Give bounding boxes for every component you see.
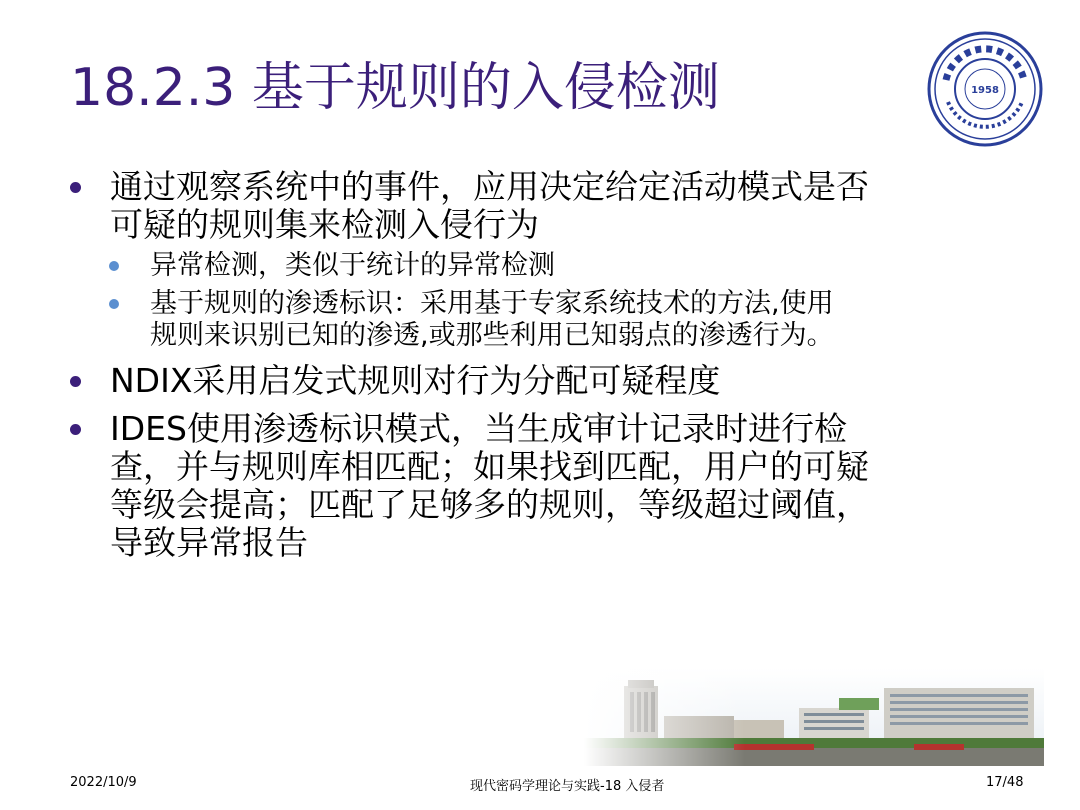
footer-course: 现代密码学理论与实践-18 入侵者: [470, 779, 665, 794]
sub-bullet-2-line-1: 基于规则的渗透标识：采用基于专家系统技术的方法,使用: [150, 288, 834, 319]
university-seal-icon: [926, 30, 1044, 148]
sub-bullet-2: [68, 288, 1028, 352]
logo-year: 1958: [971, 85, 999, 96]
slide-title: 18.2.3 基于规则的入侵检测: [70, 58, 720, 118]
bullet-dot-icon: [70, 424, 81, 435]
bullet-dot-icon: [70, 376, 81, 387]
sub-bullet-dot-icon: [109, 261, 119, 271]
bullet-1-line-2: 可疑的规则集来检测入侵行为: [110, 205, 539, 244]
footer-date: 2022/10/9: [70, 775, 137, 790]
campus-buildings-image: [584, 668, 1044, 766]
footer-page-number: 17/48: [986, 775, 1024, 790]
bullet-2: [68, 362, 1028, 400]
bullet-3-line-3: 等级会提高；匹配了足够多的规则，等级超过阈值，: [110, 485, 869, 524]
bullet-1-line-1: 通过观察系统中的事件，应用决定给定活动模式是否: [110, 167, 869, 206]
bullet-2-text: NDIX采用启发式规则对行为分配可疑程度: [110, 361, 721, 400]
sub-bullet-2-line-2: 规则来识别已知的渗透,或那些利用已知弱点的渗透行为。: [150, 320, 834, 351]
bullet-3-line-2: 查，并与规则库相匹配；如果找到匹配，用户的可疑: [110, 447, 869, 486]
bullet-1: [68, 168, 1028, 244]
sub-bullet-1-line-1: 异常检测，类似于统计的异常检测: [150, 250, 555, 281]
slide-body: [68, 168, 1028, 568]
sub-bullet-dot-icon: [109, 299, 119, 309]
sub-bullet-1: [68, 250, 1028, 282]
bullet-3-line-4: 导致异常报告: [110, 523, 308, 562]
bullet-3: [68, 410, 1028, 562]
bullet-3-line-1: IDES使用渗透标识模式，当生成审计记录时进行检: [110, 409, 847, 448]
bullet-dot-icon: [70, 182, 81, 193]
